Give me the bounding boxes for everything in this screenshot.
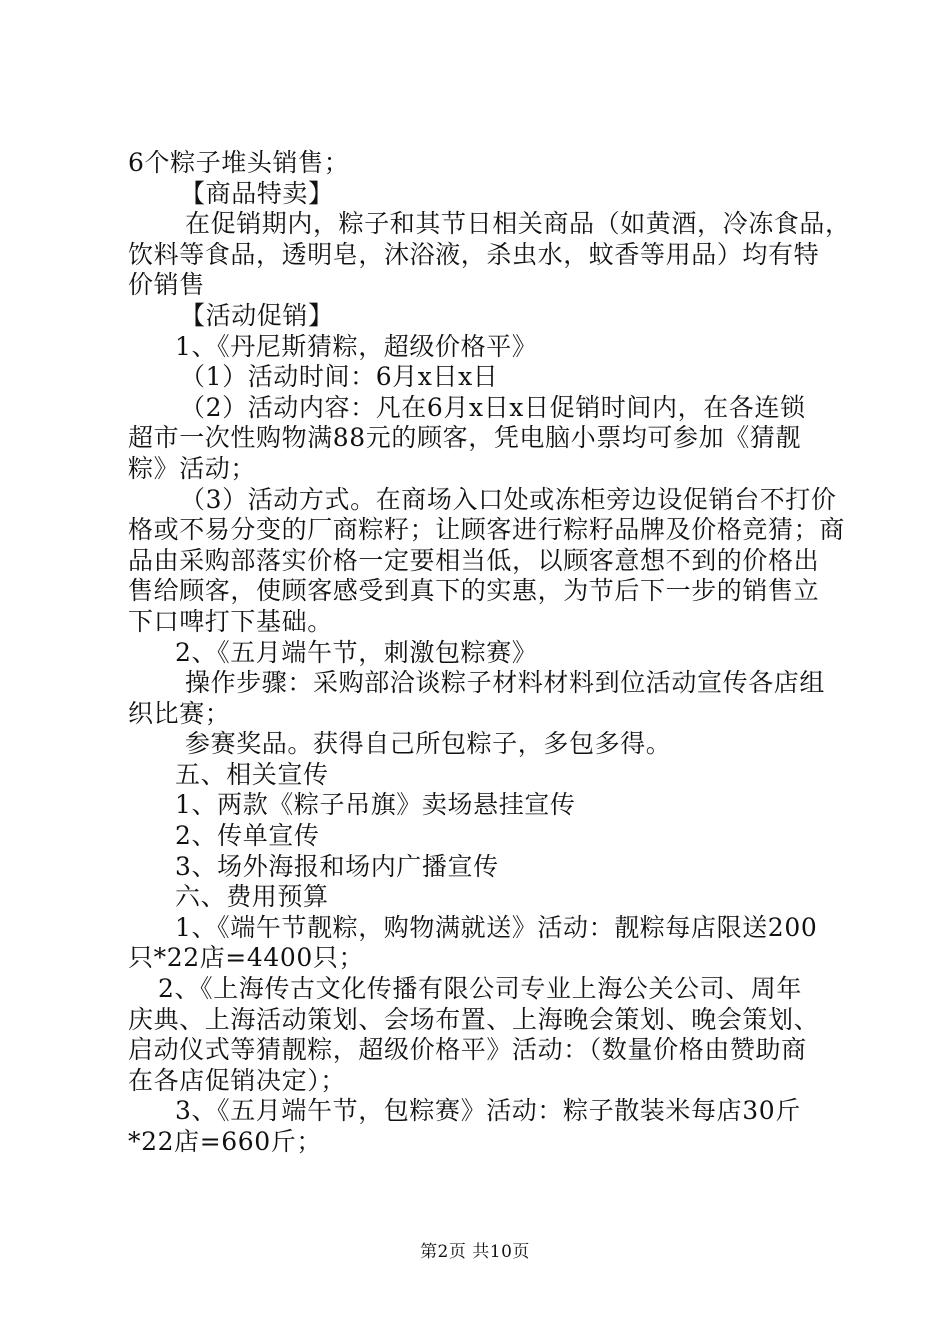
paragraph-line: 粽》活动；	[128, 453, 257, 483]
paragraph-line: 品由采购部落实价格一定要相当低，以顾客意想不到的价格出	[128, 545, 820, 575]
paragraph-line: （3）活动方式。在商场入口处或冻柜旁边设促销台不打价	[180, 484, 837, 514]
page-footer: 第2页 共10页	[420, 1242, 530, 1262]
paragraph-line: 只*22店=4400只；	[128, 943, 365, 973]
paragraph-line: 参赛奖品。获得自己所包粽子，多包多得。	[185, 729, 672, 759]
list-item: 2、传单宣传	[175, 821, 320, 851]
paragraph-line: 在各店促销决定）；	[128, 1065, 346, 1095]
paragraph-line: 启动仪式等猜靓粽，超级价格平》活动：（数量价格由赞助商	[128, 1035, 807, 1065]
paragraph-line: （2）活动内容：凡在6月x日x日促销时间内，在各连锁	[180, 392, 806, 422]
paragraph-line: *22店=660斤；	[128, 1127, 322, 1156]
paragraph-line: 庆典、上海活动策划、会场布置、上海晚会策划、晚会策划、	[128, 1004, 820, 1034]
paragraph-line: 操作步骤：采购部洽谈粽子材料材料到位活动宣传各店组	[185, 668, 826, 698]
list-item: 3、场外海报和场内广播宣传	[175, 851, 499, 881]
paragraph-line: 售给顾客，使顾客感受到真下的实惠，为节后下一步的销售立	[128, 576, 820, 606]
list-item: 1、两款《粽子吊旗》卖场悬挂宣传	[175, 790, 576, 820]
paragraph-line: 在促销期内，粽子和其节日相关商品（如黄酒，冷冻食品，	[185, 209, 851, 239]
list-item: 1、《丹尼斯猜粽，超级价格平》	[175, 331, 538, 361]
text-line: 6个粽子堆头销售；	[128, 148, 350, 177]
list-item: 2、《上海传古文化传播有限公司专业上海公关公司、周年	[158, 974, 803, 1004]
list-item: （1）活动时间：6月x日x日	[180, 362, 499, 392]
paragraph-line: 饮料等食品，透明皂，沐浴液，杀虫水，蚊香等用品）均有特	[128, 239, 820, 269]
paragraph-line: 价销售	[128, 270, 205, 300]
document-body	[128, 148, 851, 1158]
list-item: 2、《五月端午节，刺激包粽赛》	[175, 637, 538, 667]
section-heading: 【活动促销】	[180, 300, 334, 330]
section-heading: 【商品特卖】	[180, 178, 334, 208]
paragraph-line: 织比赛；	[128, 698, 231, 728]
paragraph-line: 超市一次性购物满88元的顾客，凭电脑小票均可参加《猜靓	[128, 423, 802, 453]
paragraph-line: 下口啤打下基础。	[128, 606, 333, 636]
section-heading: 五、相关宣传	[175, 759, 329, 789]
paragraph-line: 格或不易分变的厂商粽籽；让顾客进行粽籽品牌及价格竞猜；商	[128, 515, 845, 545]
list-item: 1、《端午节靓粽，购物满就送》活动：靓粽每店限送200	[175, 912, 818, 942]
section-heading: 六、费用预算	[175, 882, 329, 912]
list-item: 3、《五月端午节，包粽赛》活动：粽子散装米每店30斤	[175, 1096, 801, 1126]
